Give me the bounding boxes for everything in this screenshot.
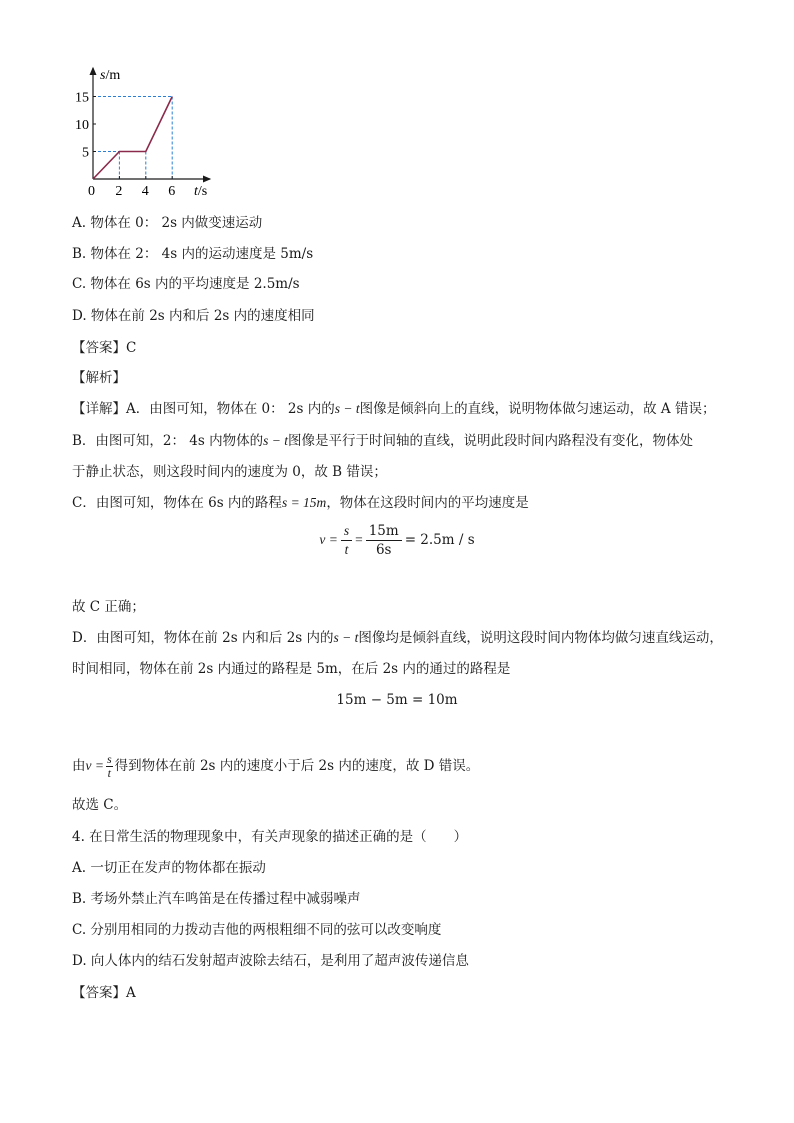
x-axis-label: t/s	[194, 184, 208, 197]
q4-option-d: D. 向人体内的结石发射超声波除去结石，是利用了超声波传递信息	[72, 953, 469, 969]
option-b: B. 物体在 2： 4s 内的运动速度是 5m/s	[72, 246, 314, 262]
frac-den-value: 6s	[375, 542, 392, 558]
x-tick-label: 2	[115, 184, 123, 197]
detail-tag: 【详解】	[72, 401, 126, 417]
eq-rhs: = 2.5m / s	[404, 532, 475, 548]
v-symbol: v =	[85, 758, 104, 773]
eq-equals: =	[355, 532, 363, 547]
detail-b	[72, 431, 693, 451]
answer-1	[72, 338, 136, 358]
q4-option-c: C. 分别用相同的力拨动吉他的两根粗细不同的弦可以改变响度	[72, 922, 442, 938]
equation-distance: 15m − 5m = 10m	[336, 692, 458, 708]
d-pre: 由	[72, 758, 86, 774]
detail-d-line2: 时间相同，物体在前 2s 内通过的路程是 5m，在后 2s 内的通过的路程是	[72, 661, 511, 677]
series-line	[93, 97, 172, 180]
detail-d	[72, 628, 723, 648]
st-symbol: s − t	[263, 433, 288, 448]
y-axis-label: s/m	[100, 68, 121, 83]
y-tick-label: 5	[82, 145, 89, 161]
answer-2	[72, 983, 136, 1003]
mini-frac-den: t	[107, 766, 111, 780]
detail-c	[72, 493, 529, 513]
analysis-tag: 【解析】	[72, 370, 126, 386]
q4-option-b: B. 考场外禁止汽车鸣笛是在传播过程中减弱噪声	[72, 891, 361, 907]
frac-num: s	[341, 522, 352, 541]
path-expression: s = 15m	[281, 495, 327, 510]
mini-frac-s-over-t	[106, 753, 113, 780]
detail-a-text: A．由图可知，物体在 0： 2s 内的	[126, 401, 335, 417]
detail-b-text: B．由图可知，2： 4s 内物体的	[72, 433, 264, 449]
detail-c-conclusion: 故 C 正确；	[72, 599, 145, 615]
choose-conclusion: 故选 C。	[72, 797, 128, 813]
x-tick-label: 4	[141, 184, 149, 197]
st-symbol: s − t	[333, 630, 359, 645]
y-tick-label: 10	[75, 118, 89, 133]
detail-b-line2: 于静止状态，则这段时间内的速度为 0，故 B 错误；	[72, 464, 387, 480]
answer-value: C	[126, 340, 137, 356]
frac-num-value: 15m	[366, 522, 402, 541]
y-tick-label: 15	[75, 90, 89, 106]
q4-stem: 4. 在日常生活的物理现象中，有关声现象的描述正确的是（ ）	[72, 829, 468, 845]
answer-tag: 【答案】	[72, 340, 126, 356]
x-tick-label: 6	[168, 184, 176, 197]
detail-a	[72, 399, 715, 419]
option-d: D. 物体在前 2s 内和后 2s 内的速度相同	[72, 308, 315, 324]
detail-d-text2: 图像均是倾斜直线，说明这段时间内物体均做匀速直线运动，	[358, 630, 723, 646]
detail-c-text: C．由图可知，物体在 6s 内的路程	[72, 495, 282, 511]
frac-s-over-t	[341, 522, 352, 559]
eq-lhs: v =	[319, 532, 338, 547]
detail-d-text: D．由图可知，物体在前 2s 内和后 2s 内的	[72, 630, 334, 646]
option-c: C. 物体在 6s 内的平均速度是 2.5m/s	[72, 276, 300, 292]
detail-c-text2: ，物体在这段时间内的平均速度是	[326, 495, 529, 511]
d-post: 得到物体在前 2s 内的速度小于后 2s 内的速度，故 D 错误。	[114, 758, 480, 774]
detail-d-conclusion	[72, 752, 479, 780]
answer-tag: 【答案】	[72, 985, 126, 1001]
st-symbol: s − t	[334, 401, 360, 416]
s-t-graph	[72, 62, 222, 197]
detail-b-text2: 图像是平行于时间轴的直线，说明此段时间内路程没有变化，物体处	[287, 433, 693, 449]
answer-value: A	[126, 985, 136, 1001]
frac-den: t	[344, 542, 349, 557]
q4-option-a: A. 一切正在发声的物体都在振动	[72, 860, 266, 876]
origin-label: 0	[88, 184, 95, 197]
option-a: A. 物体在 0： 2s 内做变速运动	[72, 215, 263, 231]
frac-values	[366, 522, 402, 559]
detail-a-text2: 图像是倾斜向上的直线，说明物体做匀速运动，故 A 错误；	[359, 401, 716, 417]
equation-average-speed	[0, 521, 794, 559]
mini-frac-num: s	[106, 752, 112, 766]
